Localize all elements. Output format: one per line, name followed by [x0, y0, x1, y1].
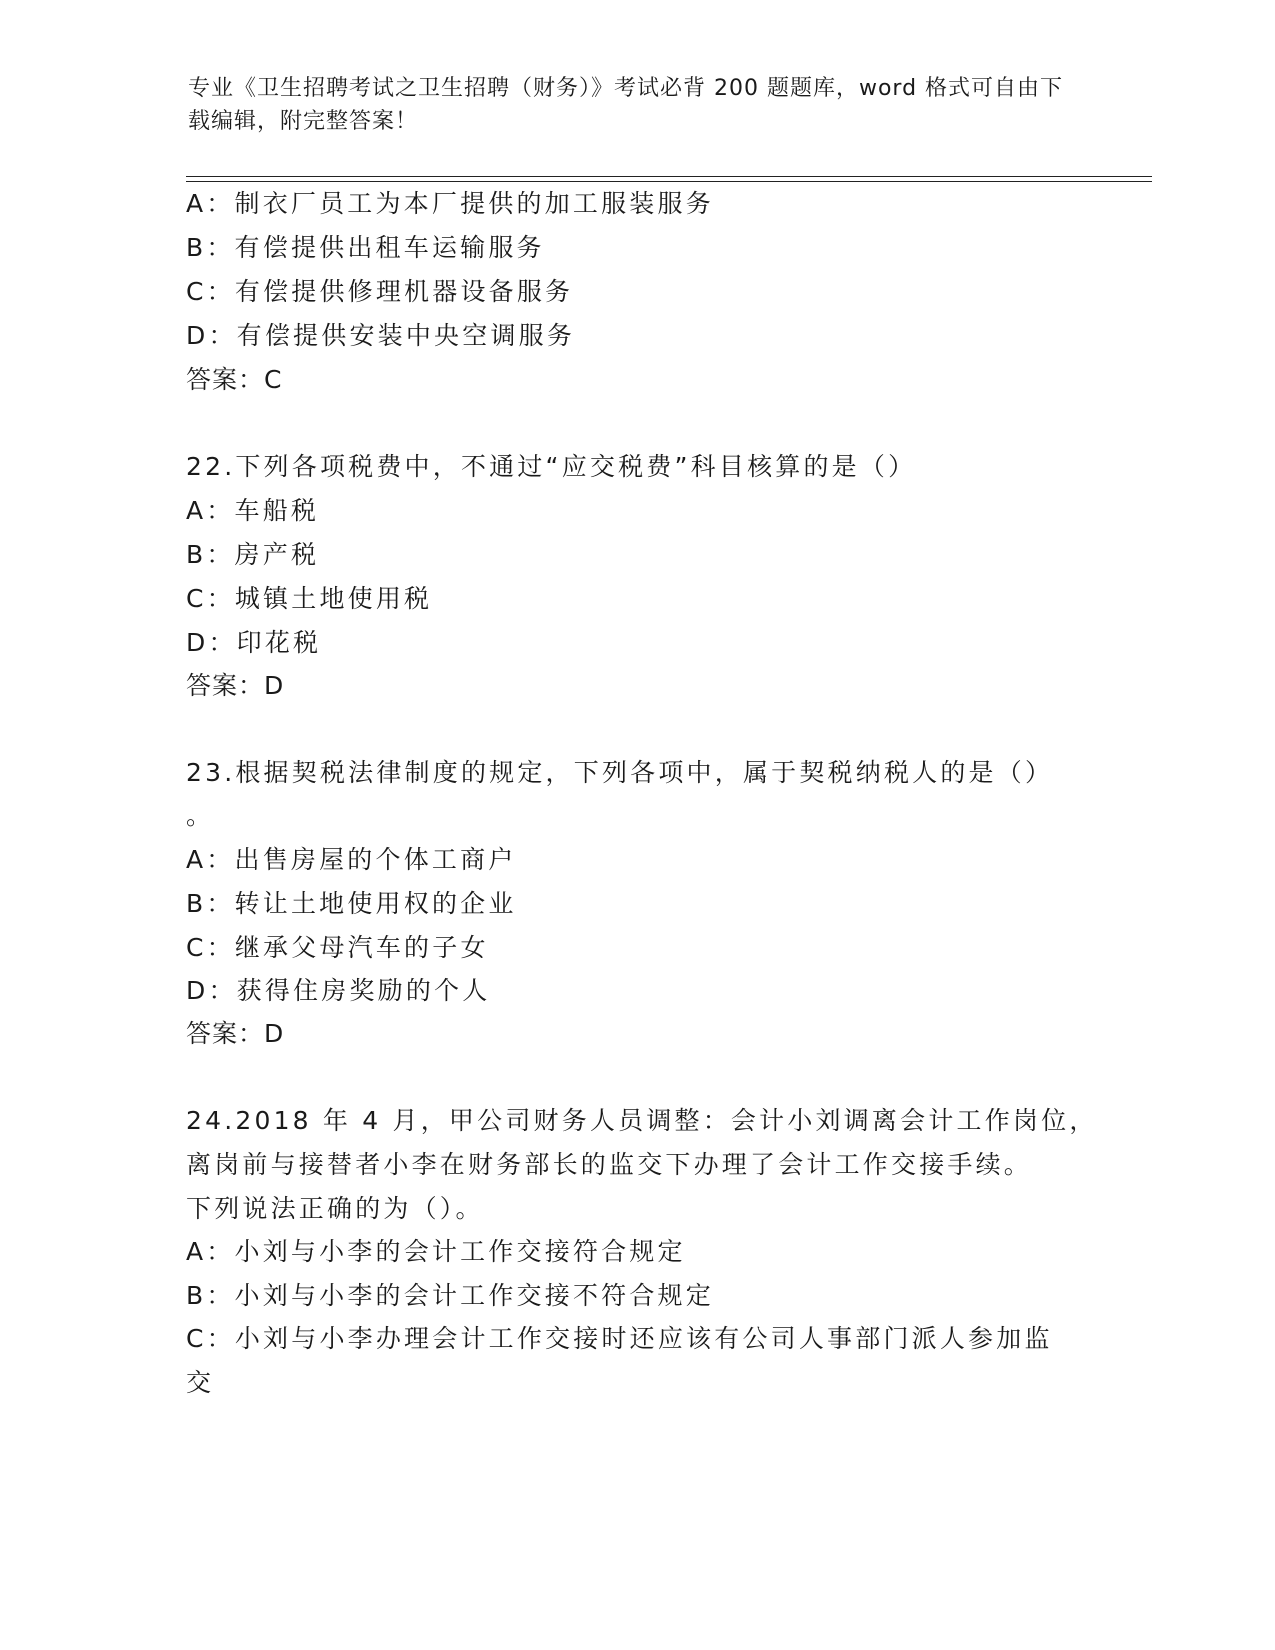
q21-option-d: D：有偿提供安装中央空调服务: [186, 321, 576, 350]
q23-option-c: C：继承父母汽车的子女: [186, 933, 489, 962]
q22-option-d: D：印花税: [186, 628, 322, 657]
q23-option-d: D：获得住房奖励的个人: [186, 976, 491, 1005]
q24-option-b: B：小刘与小李的会计工作交接不符合规定: [186, 1281, 714, 1310]
q21-answer: 答案：C: [186, 365, 283, 394]
q23-option-b: B：转让土地使用权的企业: [186, 889, 517, 918]
q23-option-a: A：出售房屋的个体工商户: [186, 845, 517, 874]
q22-option-c: C：城镇土地使用税: [186, 584, 433, 613]
q23-answer: 答案：D: [186, 1019, 285, 1048]
q24-stem-line3: 下列说法正确的为（）。: [186, 1194, 484, 1223]
q24-stem-line1: 24.2018 年 4 月，甲公司财务人员调整：会计小刘调离会计工作岗位，: [186, 1106, 1098, 1135]
header-divider-top: [186, 176, 1152, 177]
q24-option-c-line2: 交: [186, 1368, 215, 1397]
q24-option-c-line1: C：小刘与小李办理会计工作交接时还应该有公司人事部门派人参加监: [186, 1324, 1053, 1353]
q21-option-b: B：有偿提供出租车运输服务: [186, 233, 545, 262]
q21-option-a: A：制衣厂员工为本厂提供的加工服装服务: [186, 189, 714, 218]
q22-stem: 22.下列各项税费中，不通过“应交税费”科目核算的是（）: [186, 452, 917, 481]
q24-option-a: A：小刘与小李的会计工作交接符合规定: [186, 1237, 686, 1266]
header-divider-bottom: [186, 181, 1152, 182]
q23-stem-line1: 23.根据契税法律制度的规定，下列各项中，属于契税纳税人的是（）: [186, 758, 1054, 787]
q24-stem-line2: 离岗前与接替者小李在财务部长的监交下办理了会计工作交接手续。: [186, 1150, 1033, 1179]
q22-answer: 答案：D: [186, 671, 285, 700]
q23-stem-line2: 。: [186, 801, 215, 830]
q22-option-b: B：房产税: [186, 540, 320, 569]
document-intro: 专业《卫生招聘考试之卫生招聘（财务）》考试必背 200 题题库，word 格式可自由下载编辑，附完整答案！: [188, 76, 1064, 134]
q21-option-c: C：有偿提供修理机器设备服务: [186, 277, 574, 306]
q22-option-a: A：车船税: [186, 496, 320, 525]
